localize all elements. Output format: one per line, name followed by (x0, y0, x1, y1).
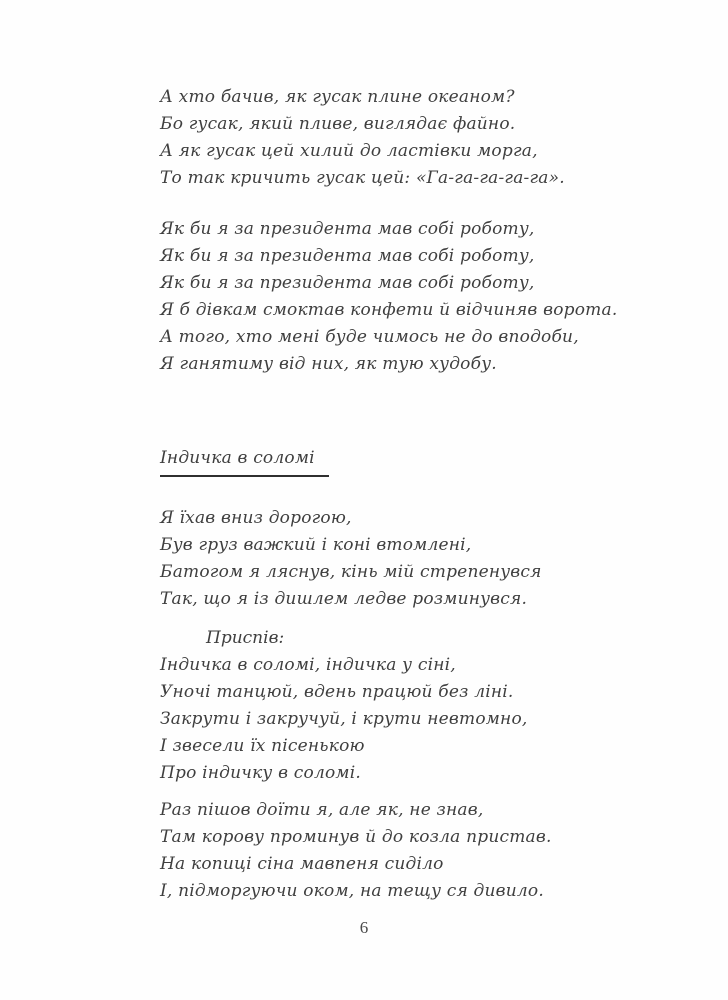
verse-line: А як гусак цей хилий до ластівки морга, (160, 141, 538, 161)
verse-line: На копиці сіна мавпеня сиділо (160, 854, 444, 874)
verse-line: Як би я за президента мав собі роботу, (160, 219, 535, 239)
current-song-stanza-2 (160, 797, 668, 905)
verse-line: А того, хто мені буде чимось не до вподоби, (160, 327, 579, 347)
verse-line: Індичка в соломі, індичка у сіні, (160, 655, 456, 675)
song-title-wrap (160, 448, 728, 477)
verse-line: Я їхав вниз дорогою, (160, 508, 352, 528)
previous-song-stanza-2 (160, 216, 668, 378)
verse-line: Закрути і закручуй, і крути невтомно, (160, 709, 528, 729)
page-number: 6 (359, 918, 369, 937)
verse-line: Про індичку в соломі. (160, 763, 361, 783)
verse-line: Як би я за президента мав собі роботу, (160, 246, 535, 266)
verse-line: Я ганятиму від них, як тую худобу. (160, 354, 497, 374)
verse-line: Уночі танцюй, вдень працюй без ліні. (160, 682, 514, 702)
refrain-label: Приспів: (206, 628, 285, 648)
verse-line: Бо гусак, який пливе, виглядає файно. (160, 114, 516, 134)
verse-line: Там корову проминув й до козла пристав. (160, 827, 552, 847)
verse-line: Як би я за президента мав собі роботу, (160, 273, 535, 293)
verse-line: Батогом я ляснув, кінь мій стрепенувся (160, 562, 542, 582)
verse-line: А хто бачив, як гусак плине океаном? (160, 87, 515, 107)
song-title: Індичка в соломі (160, 448, 329, 477)
verse-line: Я б дівкам смоктав конфети й відчиняв ворота. (160, 300, 618, 320)
verse-line: Так, що я із дишлем ледве розминувся. (160, 589, 528, 609)
verse-line: Був груз важкий і коні втомлені, (160, 535, 472, 555)
current-song-stanza-1 (160, 505, 668, 613)
previous-song-stanza-1 (160, 0, 668, 192)
verse-line: І звесели їх пісенькою (160, 736, 365, 756)
verse-line: То так кричить гусак цей: «Га-га-га-га-га». (160, 168, 565, 188)
verse-line: Раз пішов доїти я, але як, не знав, (160, 800, 484, 820)
verse-line: І, підморгуючи оком, на тещу ся дивило. (160, 881, 544, 901)
refrain-lines (160, 652, 668, 787)
